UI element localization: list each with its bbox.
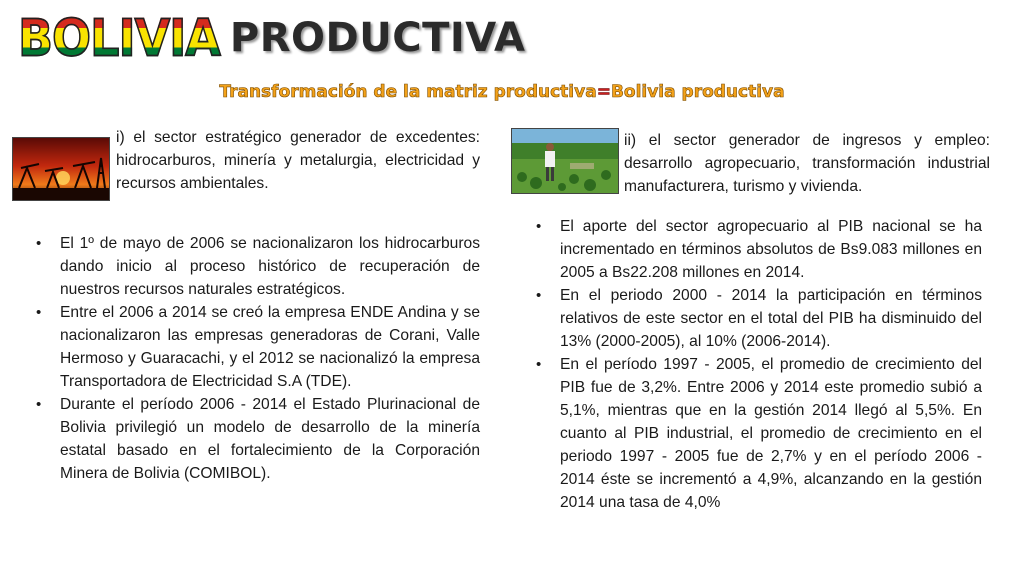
left-bullet-list [30, 232, 480, 485]
farmer-field-image [511, 128, 619, 194]
list-item: • Entre el 2006 a 2014 se creó la empresa ENDE Andina y se nacionalizaron las empresas generadoras de Corani, Valle Hermoso y Guaracachi, y el 2012 se nacionalizó la empresa Transportadora de Electricidad S.A (TDE). [30, 301, 480, 393]
logo-word-bolivia: BOLIVIA [18, 8, 220, 68]
list-item: • El aporte del sector agropecuario al PIB nacional se ha incrementado en términos absolutos de Bs9.083 millones en 2005 a Bs22.208 millones en 2014. [530, 215, 982, 284]
oil-pumps-image [12, 137, 110, 201]
left-intro-text: i) el sector estratégico generador de excedentes: hidrocarburos, minería y metalurgia, electricidad y recursos ambientales. [116, 129, 480, 192]
page-title: PRODUCTIVA [229, 15, 526, 61]
right-intro-text: ii) el sector generador de ingresos y empleo: desarrollo agropecuario, transformación industrial manufacturera, turismo y vivienda. [624, 132, 990, 195]
subtitle-left: Transformación de la matriz productiva [219, 82, 597, 102]
subtitle-right: Bolivia productiva [610, 82, 785, 102]
right-bullet-list [530, 215, 982, 514]
subtitle-equals: = [596, 82, 611, 102]
bolivia-productiva-logo [18, 8, 525, 68]
page-subtitle [0, 82, 1004, 102]
list-item: • En el periodo 2000 - 2014 la participación en términos relativos de este sector en el total del PIB ha disminuido del 13% (2000-2005), al 10% (2006-2014). [530, 284, 982, 353]
list-item: • El 1º de mayo de 2006 se nacionalizaron los hidrocarburos dando inicio al proceso histórico de recuperación de nuestros recursos naturales estratégicos. [30, 232, 480, 301]
list-item: • Durante el período 2006 - 2014 el Estado Plurinacional de Bolivia privilegió un modelo de desarrollo de la minería estatal basado en el fortalecimiento de la Corporación Minera de Bolivia (COMIBOL). [30, 393, 480, 485]
list-item: • En el período 1997 - 2005, el promedio de crecimiento del PIB fue de 3,2%. Entre 2006 y 2014 este promedio subió a 5,1%, mientras que en la gestión 2014 llegó al 5,5%. En cuanto al PIB industrial, el promedio de crecimiento en el periodo 1997 - 2005 fue de 2,7% y en el período 2006 - 2014 éste se incrementó a 4,9%, alcanzando en la gestión 2014 una tasa de 4,0% [530, 353, 982, 514]
